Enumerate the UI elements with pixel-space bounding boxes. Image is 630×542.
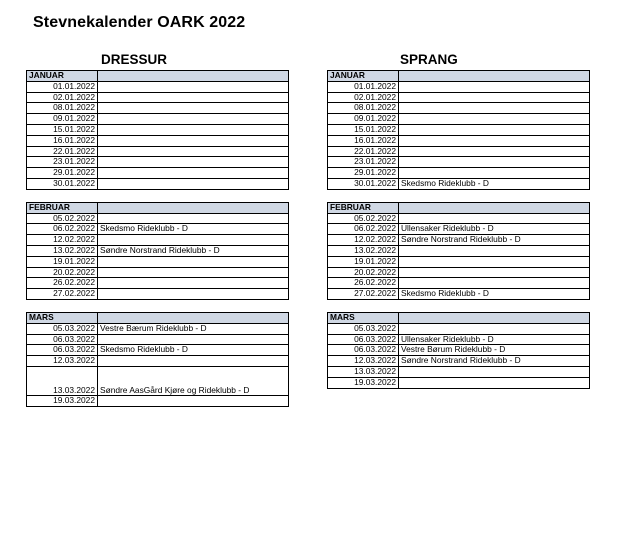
month-header-row bbox=[27, 71, 289, 82]
date-cell: 29.01.2022 bbox=[27, 168, 98, 179]
table-row bbox=[328, 377, 590, 388]
table-row bbox=[27, 267, 289, 278]
table-row bbox=[328, 224, 590, 235]
table-row bbox=[27, 323, 289, 334]
event-cell bbox=[399, 103, 590, 114]
dressur-heading: DRESSUR bbox=[101, 52, 168, 67]
event-cell bbox=[399, 146, 590, 157]
event-cell bbox=[98, 135, 289, 146]
month-header-blank bbox=[399, 312, 590, 323]
month-name: JANUAR bbox=[27, 71, 98, 82]
table-row bbox=[27, 103, 289, 114]
event-cell bbox=[98, 81, 289, 92]
event-cell: Skedsmo Rideklubb - D bbox=[399, 178, 590, 189]
month-header-row bbox=[27, 202, 289, 213]
event-cell bbox=[399, 256, 590, 267]
event-cell bbox=[399, 323, 590, 334]
event-cell: Vestre Bærum Rideklubb - D bbox=[98, 323, 289, 334]
table-row bbox=[328, 103, 590, 114]
date-cell: 05.02.2022 bbox=[27, 213, 98, 224]
table-row bbox=[328, 323, 590, 334]
date-cell: 27.02.2022 bbox=[328, 289, 399, 300]
date-cell: 06.03.2022 bbox=[328, 334, 399, 345]
date-cell: 23.01.2022 bbox=[328, 157, 399, 168]
date-cell: 30.01.2022 bbox=[328, 178, 399, 189]
table-row bbox=[27, 235, 289, 246]
date-cell: 12.03.2022 bbox=[27, 356, 98, 367]
table-row bbox=[27, 245, 289, 256]
table-row bbox=[328, 256, 590, 267]
event-cell bbox=[98, 146, 289, 157]
event-cell bbox=[399, 278, 590, 289]
date-cell: 22.01.2022 bbox=[27, 146, 98, 157]
event-cell: Ullensaker Rideklubb - D bbox=[399, 334, 590, 345]
date-cell: 15.01.2022 bbox=[328, 124, 399, 135]
event-cell bbox=[98, 395, 289, 406]
month-header-row bbox=[328, 71, 590, 82]
table-row bbox=[328, 267, 590, 278]
date-cell: 13.03.2022 bbox=[27, 366, 98, 395]
event-cell: Søndre AasGård Kjøre og Rideklubb - D bbox=[98, 366, 289, 395]
event-cell: Søndre Norstrand Rideklubb - D bbox=[399, 356, 590, 367]
table-row bbox=[27, 124, 289, 135]
event-cell: Søndre Norstrand Rideklubb - D bbox=[98, 245, 289, 256]
event-cell bbox=[98, 114, 289, 125]
event-cell: Skedsmo Rideklubb - D bbox=[98, 345, 289, 356]
event-cell bbox=[98, 256, 289, 267]
date-cell: 06.02.2022 bbox=[328, 224, 399, 235]
date-cell: 30.01.2022 bbox=[27, 178, 98, 189]
date-cell: 06.03.2022 bbox=[27, 345, 98, 356]
table-row bbox=[27, 224, 289, 235]
event-cell bbox=[399, 366, 590, 377]
table-row bbox=[27, 366, 289, 395]
table-row bbox=[328, 168, 590, 179]
event-cell bbox=[98, 157, 289, 168]
date-cell: 09.01.2022 bbox=[328, 114, 399, 125]
table-row bbox=[328, 81, 590, 92]
event-cell: Vestre Børum Rideklubb - D bbox=[399, 345, 590, 356]
month-name: FEBRUAR bbox=[27, 202, 98, 213]
event-cell bbox=[399, 135, 590, 146]
event-cell bbox=[399, 213, 590, 224]
event-cell bbox=[399, 81, 590, 92]
event-cell bbox=[98, 92, 289, 103]
date-cell: 05.03.2022 bbox=[328, 323, 399, 334]
table-row bbox=[27, 334, 289, 345]
sprang-heading: SPRANG bbox=[400, 52, 458, 67]
event-cell bbox=[98, 356, 289, 367]
event-cell bbox=[98, 289, 289, 300]
table-row bbox=[328, 356, 590, 367]
table-row bbox=[328, 114, 590, 125]
table-row bbox=[328, 345, 590, 356]
table-row bbox=[27, 289, 289, 300]
table-row bbox=[328, 278, 590, 289]
date-cell: 20.02.2022 bbox=[328, 267, 399, 278]
event-cell: Søndre Norstrand Rideklubb - D bbox=[399, 235, 590, 246]
event-cell bbox=[98, 334, 289, 345]
date-cell: 02.01.2022 bbox=[27, 92, 98, 103]
table-row bbox=[328, 235, 590, 246]
event-cell: Skedsmo Rideklubb - D bbox=[399, 289, 590, 300]
month-header-blank bbox=[399, 202, 590, 213]
table-row bbox=[27, 356, 289, 367]
event-cell bbox=[399, 245, 590, 256]
date-cell: 08.01.2022 bbox=[27, 103, 98, 114]
month-header-blank bbox=[399, 71, 590, 82]
date-cell: 01.01.2022 bbox=[27, 81, 98, 92]
dressur-column bbox=[26, 70, 289, 419]
month-name: MARS bbox=[27, 312, 98, 323]
date-cell: 13.03.2022 bbox=[328, 366, 399, 377]
event-cell bbox=[98, 178, 289, 189]
date-cell: 26.02.2022 bbox=[27, 278, 98, 289]
dressur-month-table bbox=[26, 312, 289, 407]
table-row bbox=[328, 157, 590, 168]
date-cell: 06.02.2022 bbox=[27, 224, 98, 235]
dressur-month-table bbox=[26, 70, 289, 190]
date-cell: 19.01.2022 bbox=[328, 256, 399, 267]
dressur-month-table bbox=[26, 202, 289, 300]
event-cell bbox=[399, 267, 590, 278]
date-cell: 29.01.2022 bbox=[328, 168, 399, 179]
event-cell bbox=[98, 168, 289, 179]
table-row bbox=[27, 178, 289, 189]
event-cell bbox=[98, 213, 289, 224]
date-cell: 19.03.2022 bbox=[27, 395, 98, 406]
table-row bbox=[328, 178, 590, 189]
event-cell: Ullensaker Rideklubb - D bbox=[399, 224, 590, 235]
date-cell: 13.02.2022 bbox=[27, 245, 98, 256]
month-header-row bbox=[328, 202, 590, 213]
month-header-row bbox=[27, 312, 289, 323]
event-cell bbox=[98, 267, 289, 278]
table-row bbox=[328, 92, 590, 103]
month-header-blank bbox=[98, 71, 289, 82]
table-row bbox=[27, 157, 289, 168]
table-row bbox=[328, 124, 590, 135]
date-cell: 27.02.2022 bbox=[27, 289, 98, 300]
event-cell bbox=[399, 168, 590, 179]
date-cell: 02.01.2022 bbox=[328, 92, 399, 103]
date-cell: 12.02.2022 bbox=[27, 235, 98, 246]
event-cell bbox=[399, 124, 590, 135]
date-cell: 09.01.2022 bbox=[27, 114, 98, 125]
date-cell: 12.02.2022 bbox=[328, 235, 399, 246]
date-cell: 22.01.2022 bbox=[328, 146, 399, 157]
sprang-month-table bbox=[327, 312, 590, 389]
date-cell: 19.01.2022 bbox=[27, 256, 98, 267]
event-cell bbox=[399, 377, 590, 388]
date-cell: 26.02.2022 bbox=[328, 278, 399, 289]
month-name: JANUAR bbox=[328, 71, 399, 82]
page-title: Stevnekalender OARK 2022 bbox=[33, 14, 246, 31]
table-row bbox=[328, 213, 590, 224]
table-row bbox=[328, 289, 590, 300]
event-cell bbox=[399, 157, 590, 168]
date-cell: 16.01.2022 bbox=[328, 135, 399, 146]
event-cell bbox=[98, 124, 289, 135]
event-cell bbox=[98, 235, 289, 246]
date-cell: 20.02.2022 bbox=[27, 267, 98, 278]
date-cell: 01.01.2022 bbox=[328, 81, 399, 92]
table-row bbox=[27, 114, 289, 125]
month-name: FEBRUAR bbox=[328, 202, 399, 213]
month-name: MARS bbox=[328, 312, 399, 323]
table-row bbox=[27, 146, 289, 157]
table-row bbox=[27, 395, 289, 406]
event-cell bbox=[399, 92, 590, 103]
event-cell: Skedsmo Rideklubb - D bbox=[98, 224, 289, 235]
date-cell: 06.03.2022 bbox=[27, 334, 98, 345]
table-row bbox=[328, 135, 590, 146]
event-cell bbox=[98, 278, 289, 289]
date-cell: 16.01.2022 bbox=[27, 135, 98, 146]
table-row bbox=[328, 245, 590, 256]
date-cell: 15.01.2022 bbox=[27, 124, 98, 135]
date-cell: 13.02.2022 bbox=[328, 245, 399, 256]
month-header-blank bbox=[98, 202, 289, 213]
date-cell: 19.03.2022 bbox=[328, 377, 399, 388]
table-row bbox=[27, 168, 289, 179]
table-row bbox=[328, 366, 590, 377]
date-cell: 06.03.2022 bbox=[328, 345, 399, 356]
date-cell: 05.02.2022 bbox=[328, 213, 399, 224]
sprang-month-table bbox=[327, 202, 590, 300]
sprang-column bbox=[327, 70, 590, 401]
table-row bbox=[328, 146, 590, 157]
date-cell: 12.03.2022 bbox=[328, 356, 399, 367]
date-cell: 23.01.2022 bbox=[27, 157, 98, 168]
sprang-month-table bbox=[327, 70, 590, 190]
table-row bbox=[27, 278, 289, 289]
table-row bbox=[27, 81, 289, 92]
table-row bbox=[27, 135, 289, 146]
date-cell: 08.01.2022 bbox=[328, 103, 399, 114]
table-row bbox=[27, 256, 289, 267]
table-row bbox=[27, 345, 289, 356]
month-header-blank bbox=[98, 312, 289, 323]
month-header-row bbox=[328, 312, 590, 323]
event-cell bbox=[399, 114, 590, 125]
date-cell: 05.03.2022 bbox=[27, 323, 98, 334]
table-row bbox=[27, 92, 289, 103]
table-row bbox=[27, 213, 289, 224]
event-cell bbox=[98, 103, 289, 114]
table-row bbox=[328, 334, 590, 345]
